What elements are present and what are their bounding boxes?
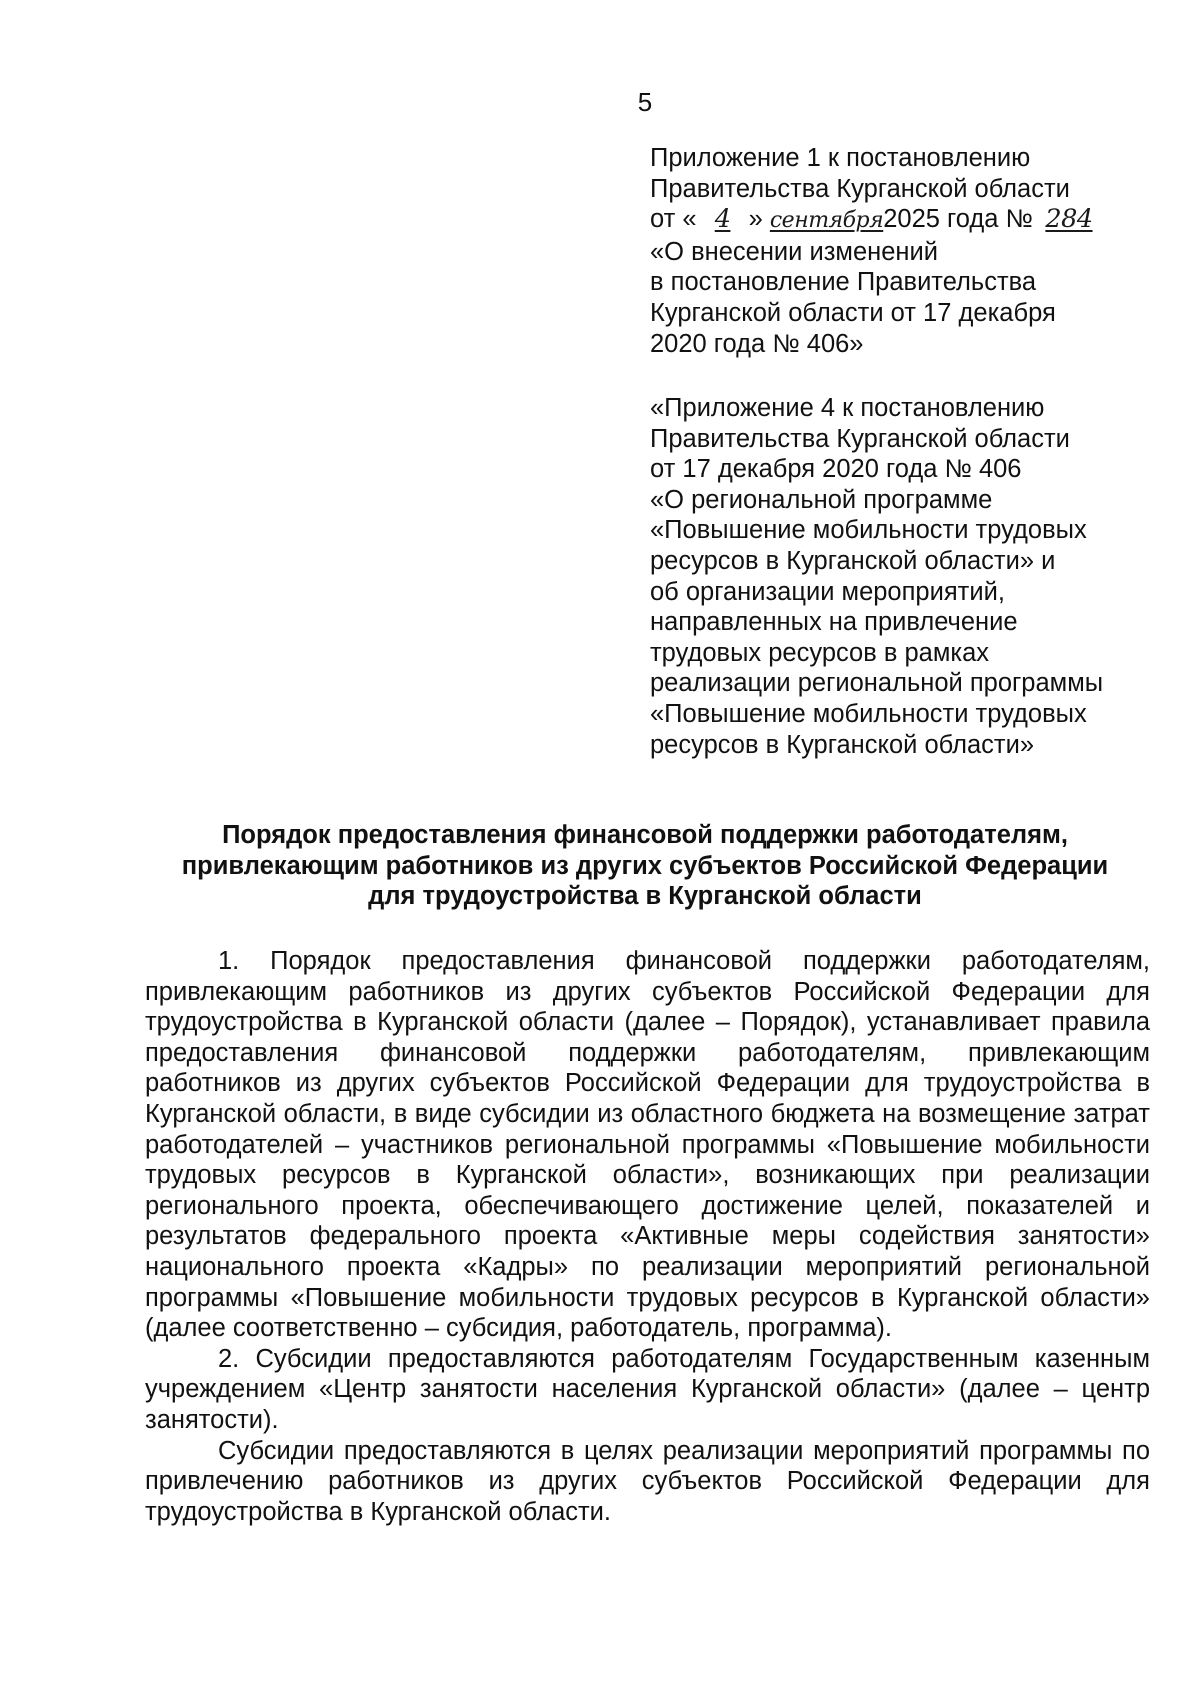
appendix-4-header [650,393,1150,760]
handwritten-month: сентября [769,208,884,234]
appendix-4-line: от 17 декабря 2020 года № 406 [650,455,1022,484]
body-paragraph: 2. Субсидии предоставляются работодателям Государственным казенным учреждением «Центр занятости населения Курганской области» (далее – центр занятости). [145,1344,1150,1434]
appendix-1-line: «О внесении изменений [650,237,938,266]
title-line: для трудоустройства в Курганской области [368,882,922,911]
appendix-4-line: «Повышение мобильности трудовых [650,699,1087,728]
document-title [145,820,1145,912]
date-year: 2025 года № [883,205,1033,234]
handwritten-day: 4 [714,204,731,235]
appendix-4-line: «О региональной программе [650,485,993,514]
appendix-4-line: об организации мероприятий, [650,577,1005,606]
appendix-1-line: в постановление Правительства [650,268,1037,297]
appendix-4-line: ресурсов в Курганской области» [650,730,1035,759]
appendix-4-line: трудовых ресурсов в рамках [650,638,990,667]
appendix-1-line: Правительства Курганской области [650,174,1070,203]
appendix-1-line: Курганской области от 17 декабря [650,298,1056,327]
body-paragraph: 1. Порядок предоставления финансовой поддержки работодателям, привлекающим работников из других субъектов Российской Федерации для трудоустройства в Курганской области (далее – Порядок), устанавливает правила предоставления финансовой поддержки работодателям, привлекающим работников из других субъектов Российской Федерации для трудоустройства в Курганской области, в виде субсидии из областного бюджета на возмещение затрат работодателей – участников региональной программы «Повышение мобильности трудовых ресурсов в Курганской области», возникающих при реализации регионального проекта, обеспечивающего достижение целей, показателей и результатов федерального проекта «Активные меры содействия занятости» национального проекта «Кадры» по реализации мероприятий региональной программы «Повышение мобильности трудовых ресурсов в Курганской области» (далее соответственно – субсидия, работодатель, программа). [145,947,1150,1343]
appendix-1-line: Приложение 1 к постановлению [650,144,1031,172]
title-line: Порядок предоставления финансовой поддержки работодателям, [222,821,1068,849]
appendix-1-line: 2020 года № 406» [650,329,864,358]
appendix-4-line: ресурсов в Курганской области» и [650,546,1056,575]
appendix-4-line: реализации региональной программы [650,669,1104,698]
appendix-1-date-line [650,204,1150,237]
document-body [145,946,1150,1527]
body-paragraph: Субсидии предоставляются в целях реализации мероприятий программы по привлечению работников из других субъектов Российской Федерации для трудоустройства в Курганской области. [145,1436,1150,1526]
handwritten-document-number: 284 [1045,204,1093,235]
appendix-4-line: направленных на привлечение [650,608,1018,637]
date-close-quote: » [748,205,763,234]
title-line: привлекающим работников из других субъектов Российской Федерации [181,851,1109,880]
appendix-4-line: Правительства Курганской области [650,424,1070,453]
page-number: 5 [637,87,653,117]
appendix-4-line: «Повышение мобильности трудовых [650,516,1087,545]
appendix-1-header [650,143,1150,359]
appendix-4-line: «Приложение 4 к постановлению [650,394,1045,422]
date-prefix: от « [650,205,697,234]
